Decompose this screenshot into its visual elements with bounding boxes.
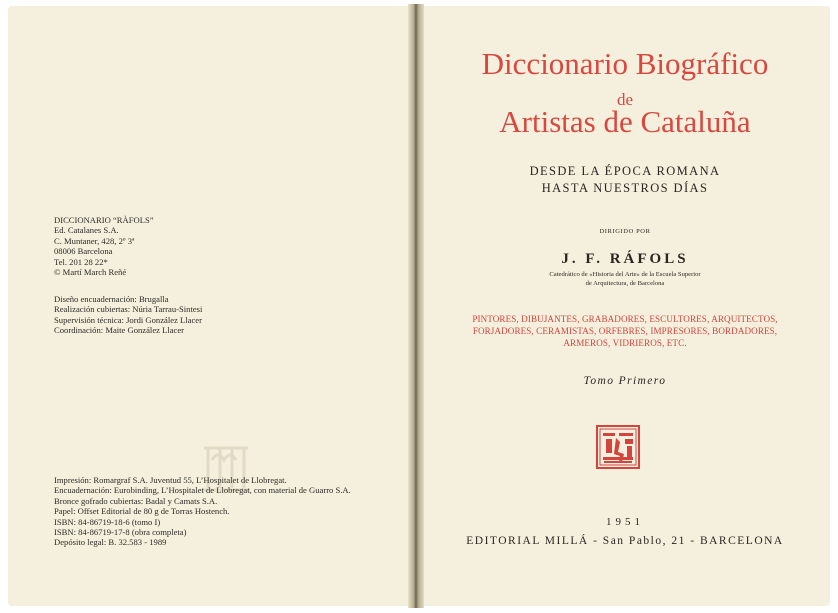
credit-line: Diseño encuadernación: Brugalla [54,294,169,304]
affiliation-line-2: de Arquitectura, de Barcelona [585,279,665,287]
author-affiliation [420,271,830,288]
title-line-2: de [616,90,634,109]
trades-line: PINTORES, DIBUJANTES, GRABADORES, ESCULTORES, ARQUITECTOS, [472,314,778,324]
printing-line: ISBN: 84-86719-18-6 (tomo I) [54,516,161,527]
author-name: J. F. RÁFOLS [561,251,689,267]
credit-line: Supervisión técnica: Jordi González Llacer [54,314,202,325]
imprint-line: Tel. 201 28 22* [54,256,108,267]
trades-list [420,314,830,349]
printing-line: Depósito legal: B. 32.583 - 1989 [54,537,167,548]
printing-line: Papel: Offset Editorial de 80 g de Torras Hostench. [54,506,230,517]
subtitle [420,163,830,197]
imprint-line: C. Muntaner, 428, 2º 3ª [54,235,135,246]
credits-block [54,294,202,336]
printing-line: Encuadernación: Eurobinding, L’Hospitalet de Llobregat, con material de Guarro S.A. [54,485,351,496]
imprint-block [54,215,154,277]
credit-line: Coordinación: Maite González Llacer [54,325,185,336]
printing-details [54,475,351,548]
printing-line: ISBN: 84-86719-17-8 (obra completa) [54,527,187,538]
publication-year: 1951 [606,516,644,528]
title-line-3: Artistas de Cataluña [499,104,751,139]
trades-line: FORJADORES, CERAMISTAS, ORFEBRES, IMPRESORES, BORDADORES, [472,325,778,336]
publisher-line: EDITORIAL MILLÁ - San Pablo, 21 - BARCELONA [466,535,784,547]
printing-line: Bronce gofrado cubiertas: Badal y Camats S.A. [54,495,218,506]
affiliation-line-1: Catedrático de «Historia del Arte» de la Escuela Superior [549,271,701,278]
trades-line: ARMEROS, VIDRIEROS, ETC. [563,337,687,348]
printing-line: Impresión: Romargraf S.A. Juventud 55, L’Hospitalet de Llobregat. [54,475,287,485]
credit-line: Realización cubiertas: Núria Tarrau-Sintesi [54,304,203,315]
directed-by-label: DIRIGIDO POR [599,228,651,235]
imprint-line: DICCIONARIO “RÀFOLS” [54,215,154,225]
imprint-line: 08006 Barcelona [54,246,113,257]
publisher-emblem-icon [596,425,640,469]
imprint-line: © Martí March Reñé [54,267,127,278]
subtitle-line-1: DESDE LA ÉPOCA ROMANA [529,164,721,178]
volume-label: Tomo Primero [583,375,667,387]
subtitle-line-2: HASTA NUESTROS DÍAS [541,181,709,195]
imprint-line: Ed. Catalanes S.A. [54,225,119,236]
title-line-1: Diccionario Biográfico [481,46,769,81]
